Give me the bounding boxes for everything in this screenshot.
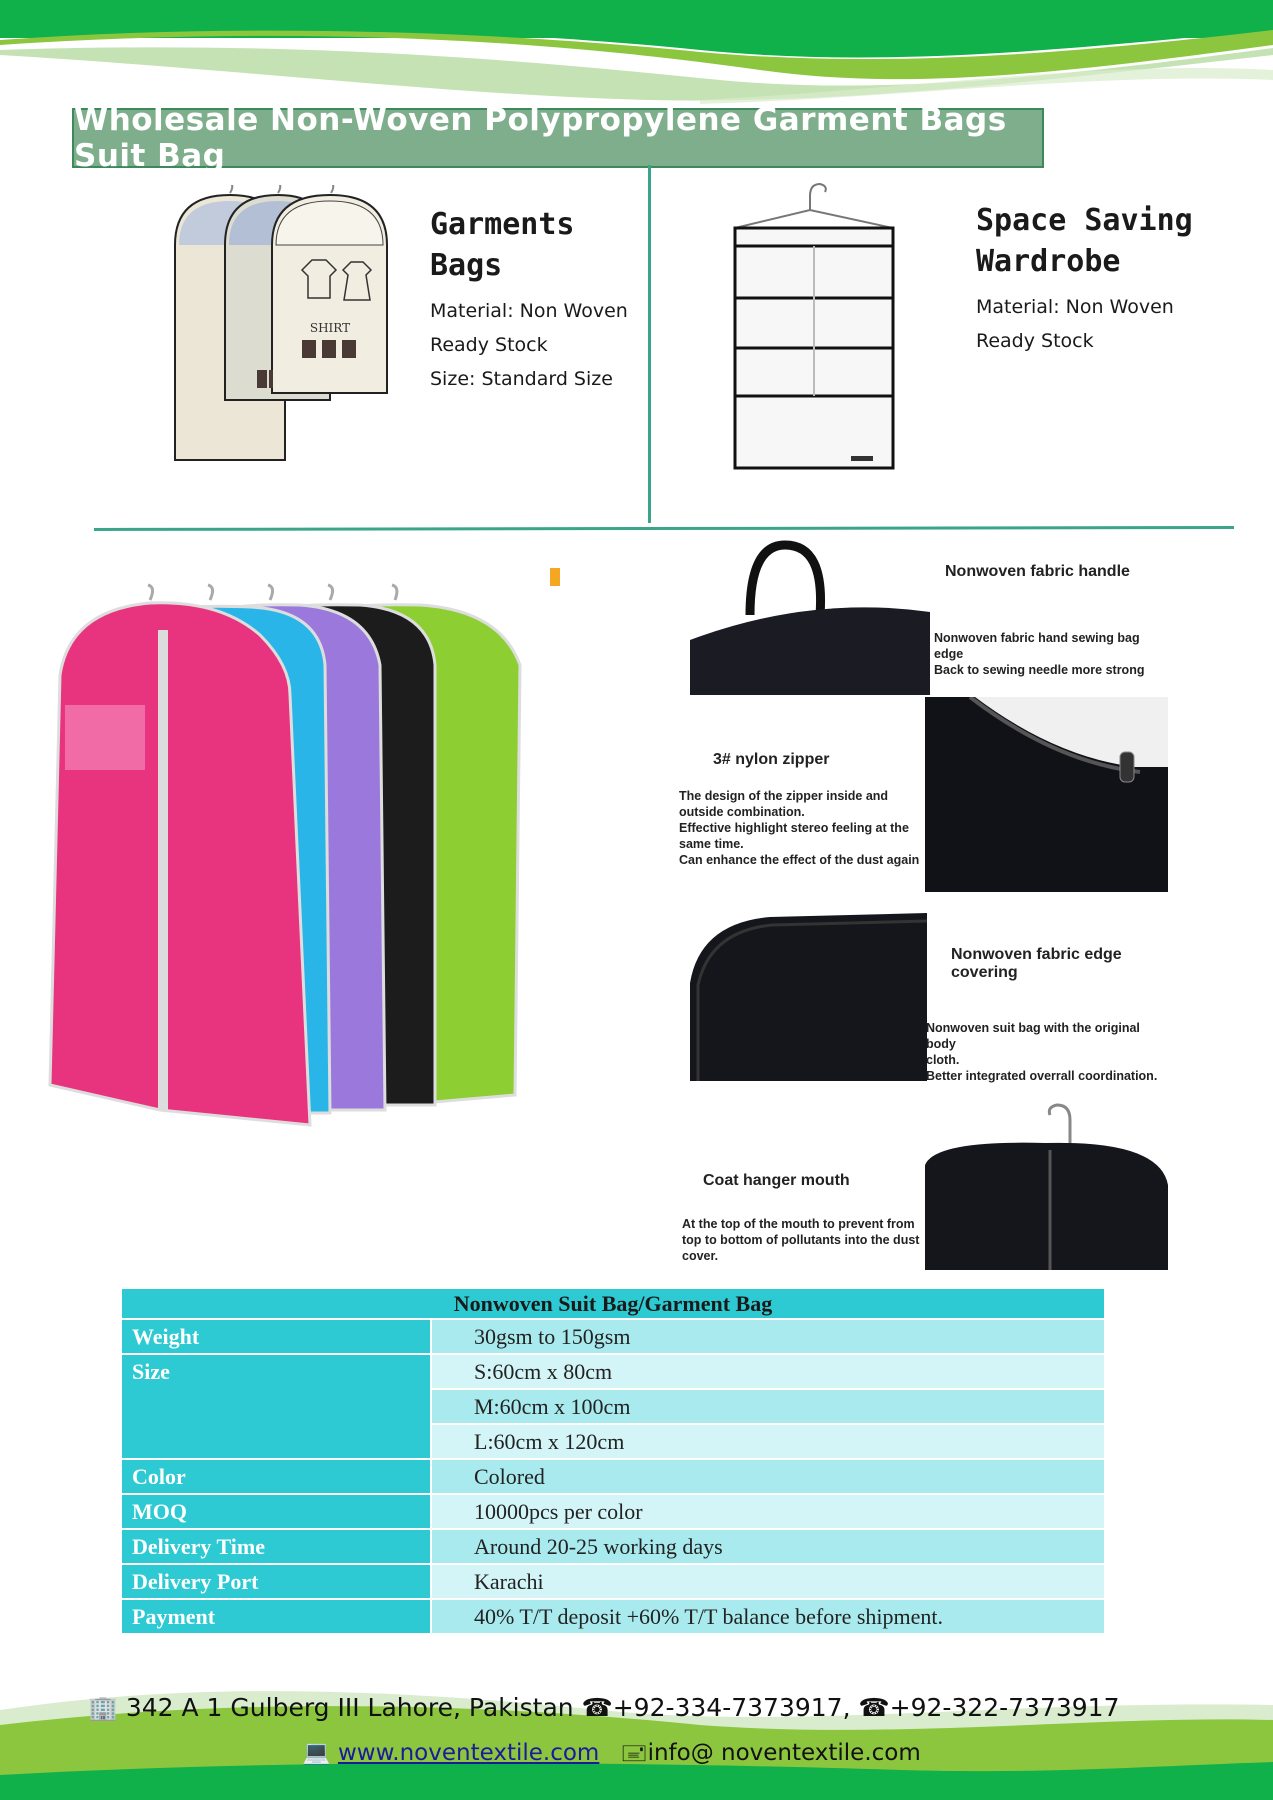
color-label: Color bbox=[121, 1459, 431, 1494]
features-panel bbox=[679, 540, 1170, 1272]
table-row bbox=[121, 1319, 1105, 1354]
size-label: Size bbox=[121, 1354, 431, 1459]
payment-value: 40% T/T deposit +60% T/T balance before shipment. bbox=[431, 1599, 1105, 1634]
delivery-port-label: Delivery Port bbox=[121, 1564, 431, 1599]
header-wave bbox=[0, 0, 1273, 110]
hanger-mouth-photo bbox=[925, 1095, 1168, 1270]
shirt-label: SHIRT bbox=[309, 321, 351, 335]
size-value-l: L:60cm x 120cm bbox=[431, 1424, 1105, 1459]
footer-web-line bbox=[302, 1736, 921, 1775]
email-icon: 🖃 bbox=[620, 1740, 648, 1766]
product-title-line2: Bags bbox=[430, 248, 503, 283]
footer-phone-2: +92-322-7373917 bbox=[889, 1693, 1120, 1722]
product-title-line1: Garments bbox=[430, 207, 575, 242]
footer-phone-1: +92-334-7373917, bbox=[612, 1693, 851, 1722]
zipper-photo bbox=[925, 697, 1168, 892]
product-spec-stock: Ready Stock bbox=[430, 334, 548, 356]
footer-address: 342 A 1 Gulberg III Lahore, Pakistan bbox=[125, 1693, 574, 1722]
feature-handle-title: Nonwoven fabric handle bbox=[945, 563, 1130, 580]
size-value-s: S:60cm x 80cm bbox=[431, 1354, 1105, 1389]
page-title-text: Wholesale Non-Woven Polypropylene Garment Bags Suit Bag bbox=[74, 102, 1007, 174]
table-row bbox=[121, 1564, 1105, 1599]
vertical-divider bbox=[648, 165, 651, 523]
product-spec-stock: Ready Stock bbox=[976, 330, 1094, 352]
delivery-time-value: Around 20-25 working days bbox=[431, 1529, 1105, 1564]
table-row bbox=[121, 1459, 1105, 1494]
spec-table bbox=[120, 1287, 1106, 1635]
table-row bbox=[121, 1288, 1105, 1319]
delivery-time-label: Delivery Time bbox=[121, 1529, 431, 1564]
product-space-saving-wardrobe bbox=[976, 200, 1193, 358]
phone-icon: ☎ bbox=[581, 1693, 613, 1722]
product-title-line2: Wardrobe bbox=[976, 244, 1121, 279]
size-value-m: M:60cm x 100cm bbox=[431, 1389, 1105, 1424]
garment-bags-image bbox=[165, 185, 395, 465]
building-icon: 🏢 bbox=[88, 1694, 118, 1722]
weight-label: Weight bbox=[121, 1319, 431, 1354]
feature-handle-text: Nonwoven fabric hand sewing bag edge Back to sewing needle more strong bbox=[934, 631, 1145, 677]
wardrobe-organizer-image bbox=[725, 178, 925, 478]
weight-value: 30gsm to 150gsm bbox=[431, 1319, 1105, 1354]
delivery-port-value: Karachi bbox=[431, 1564, 1105, 1599]
table-row bbox=[121, 1494, 1105, 1529]
feature-zipper-title: 3# nylon zipper bbox=[713, 751, 830, 768]
footer-email[interactable]: info@ noventextile.com bbox=[647, 1740, 921, 1766]
page-title bbox=[72, 102, 1044, 174]
color-value: Colored bbox=[431, 1459, 1105, 1494]
website-link[interactable]: www.noventextile.com bbox=[337, 1740, 600, 1766]
table-header: Nonwoven Suit Bag/Garment Bag bbox=[121, 1288, 1105, 1319]
product-garments-bags bbox=[430, 204, 628, 396]
horizontal-divider bbox=[94, 526, 1234, 531]
table-row bbox=[121, 1529, 1105, 1564]
product-title-line1: Space Saving bbox=[976, 203, 1193, 238]
moq-label: MOQ bbox=[121, 1494, 431, 1529]
feature-zipper-text: The design of the zipper inside and outside combination. Effective highlight stereo feeling at the same time. Can enhance the effect of the dust again bbox=[679, 789, 920, 867]
feature-hanger-text: At the top of the mouth to prevent from top to bottom of pollutants into the dust cover. bbox=[682, 1217, 920, 1263]
table-row bbox=[121, 1354, 1105, 1389]
feature-edge-text: Nonwoven suit bag with the original body cloth. Better integrated overrall coordination. bbox=[926, 1021, 1158, 1083]
moq-value: 10000pcs per color bbox=[431, 1494, 1105, 1529]
footer-contact-line bbox=[88, 1693, 1119, 1722]
edge-covering-photo bbox=[690, 913, 927, 1081]
handle-photo bbox=[690, 540, 930, 695]
feature-edge-title: Nonwoven fabric edge covering bbox=[951, 946, 1122, 981]
product-spec-material: Material: Non Woven bbox=[430, 300, 628, 322]
phone-icon: ☎ bbox=[858, 1693, 890, 1722]
product-spec-material: Material: Non Woven bbox=[976, 296, 1174, 318]
computer-icon: 💻 bbox=[302, 1740, 331, 1766]
colored-suit-bags-image bbox=[40, 565, 560, 1135]
table-row bbox=[121, 1599, 1105, 1634]
feature-hanger-title: Coat hanger mouth bbox=[703, 1172, 850, 1189]
payment-label: Payment bbox=[121, 1599, 431, 1634]
product-spec-size: Size: Standard Size bbox=[430, 368, 613, 390]
